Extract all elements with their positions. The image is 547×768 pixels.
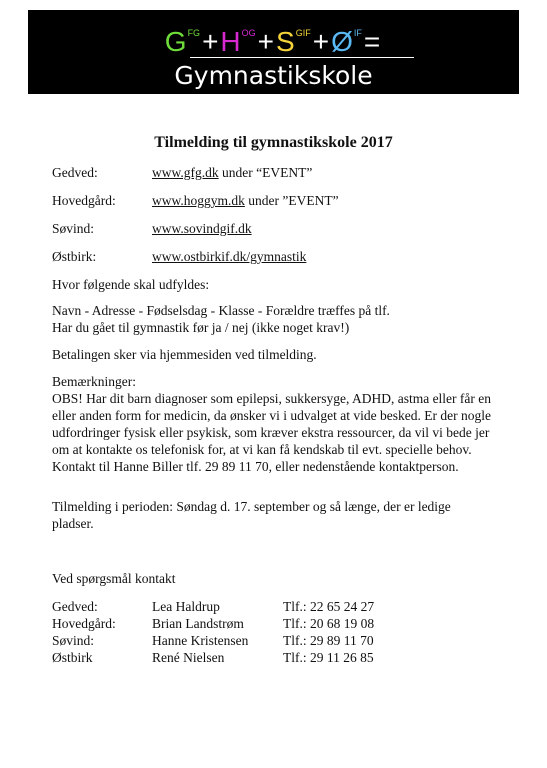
club-name: Østbirk: xyxy=(52,249,97,264)
contact-phone: Tlf.: 29 89 11 70 xyxy=(283,633,374,648)
club-link[interactable]: www.hoggym.dk xyxy=(152,193,245,208)
contact-name: Lea Haldrup xyxy=(152,599,220,614)
contact-name: Hanne Kristensen xyxy=(152,633,249,648)
club-name: Gedved: xyxy=(52,165,98,180)
banner-title: Gymnastikskole xyxy=(174,61,373,90)
remarks-heading: Bemærkninger: xyxy=(52,374,136,389)
club-url xyxy=(152,192,339,210)
page-title: Tilmelding til gymnastikskole 2017 xyxy=(154,134,393,151)
fields-line: Navn - Adresse - Fødselsdag - Klasse - Forældre træffes på tlf. xyxy=(52,303,390,318)
contact-row xyxy=(52,615,492,632)
formula-letter-o: $Ø^{IF}$ xyxy=(331,26,362,57)
contact-phone: Tlf.: 29 11 26 85 xyxy=(283,650,374,665)
contact-club: Hovedgård: xyxy=(52,616,116,631)
formula-letter-g: $G^{FG}$ xyxy=(164,26,201,57)
banner-divider xyxy=(190,57,414,58)
club-link[interactable]: www.gfg.dk xyxy=(152,165,219,180)
plus-sign: + xyxy=(312,26,330,57)
contact-club: Gedved: xyxy=(52,599,98,614)
contact-list xyxy=(52,598,492,666)
contact-phone: Tlf.: 20 68 19 08 xyxy=(283,616,375,631)
header-banner xyxy=(28,10,519,94)
registration-period: Tilmelding i perioden: Søndag d. 17. september og så længe, der er ledige pladser. xyxy=(52,499,451,531)
contact-name: René Nielsen xyxy=(152,650,225,665)
club-link[interactable]: www.sovindgif.dk xyxy=(152,221,252,236)
club-name: Hovedgård: xyxy=(52,193,116,208)
contact-row xyxy=(52,598,492,615)
club-link-suffix: under ”EVENT” xyxy=(244,193,339,208)
contact-phone: Tlf.: 22 65 24 27 xyxy=(283,599,375,614)
contact-heading: Ved spørgsmål kontakt xyxy=(52,571,176,586)
payment-note: Betalingen sker via hjemmesiden ved tilmelding. xyxy=(52,347,317,362)
club-name: Søvind: xyxy=(52,221,95,236)
fields-line: Har du gået til gymnastik før ja / nej (ikke noget krav!) xyxy=(52,320,350,335)
club-url xyxy=(152,164,312,182)
fields-heading: Hvor følgende skal udfyldes: xyxy=(52,277,210,292)
contact-name: Brian Landstrøm xyxy=(152,616,244,631)
club-link[interactable]: www.ostbirkif.dk/gymnastik xyxy=(152,249,307,264)
club-formula xyxy=(28,16,519,59)
plus-sign: + xyxy=(257,26,275,57)
club-url xyxy=(152,248,306,266)
contact-row xyxy=(52,632,492,649)
remarks-section xyxy=(52,373,492,475)
contact-club: Østbirk xyxy=(52,650,93,665)
club-link-suffix: under “EVENT” xyxy=(218,165,313,180)
remarks-body: OBS! Har dit barn diagnoser som epilepsi, sukkersyge, ADHD, astma eller får en eller anden form for medicin, da ønsker vi i udvalget at vide besked. Er der nogle udfordringer fysisk eller psykisk, som kræver ekstra ressourcer, da vil vi bede jer om at kontakte os telefonisk for, at vi kan få kendskab til evt. specielle behov. Kontakt til Hanne Biller tlf. 29 89 11 70, eller nedenstående kontaktperson. xyxy=(52,391,492,474)
club-url xyxy=(152,220,252,238)
plus-sign: + xyxy=(202,26,219,57)
equals-sign: = xyxy=(363,26,381,57)
formula-letter-s: $S^{GIF}$ xyxy=(276,26,311,57)
contact-club: Søvind: xyxy=(52,633,95,648)
fields-list xyxy=(52,302,492,336)
formula-letter-h: $H^{OG}$ xyxy=(220,26,256,57)
contact-row xyxy=(52,649,492,666)
